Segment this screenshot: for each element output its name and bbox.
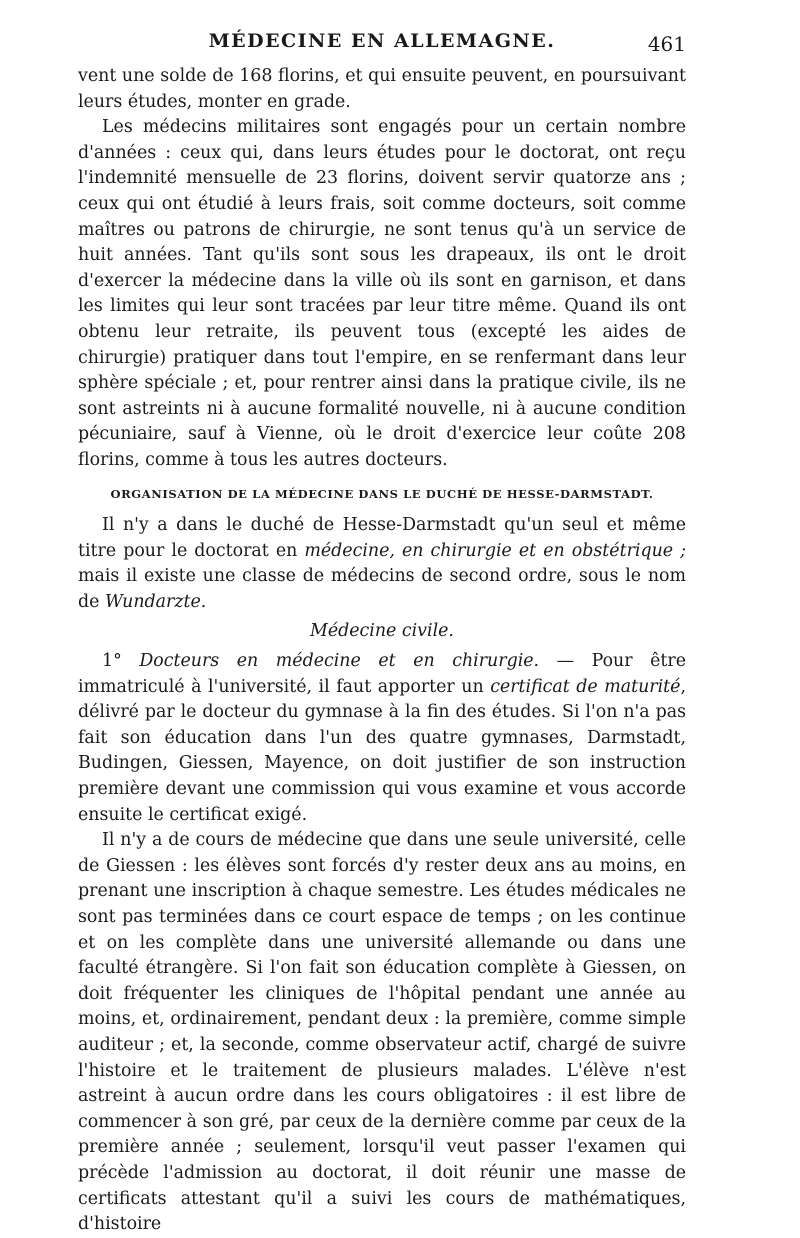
page-body	[78, 64, 686, 1238]
paragraph-continuation: vent une solde de 168 florins, et qui ensuite peuvent, en poursuivant leurs études, monter en grade.	[78, 66, 686, 112]
text-run: — Pour être immatriculé à l'université, il faut apporter un	[78, 651, 686, 697]
text-run: Il n'y a dans le duché de Hesse-Darmstadt qu'un seul et même titre pour le doctorat en	[78, 515, 686, 561]
page-header	[78, 30, 686, 64]
running-title: MÉDECINE EN ALLEMAGNE.	[208, 30, 556, 52]
sub-heading: Médecine civile.	[310, 621, 454, 642]
paragraph-military-doctors: Les médecins militaires sont engagés pour un certain nombre d'années : ceux qui, dans leurs études pour le doctorat, ont reçu l'indemnité mensuelle de 23 florins, doivent servir quatorze ans ; ceux qui ont étudié à leurs frais, soit comme docteurs, soit comme maîtres ou patrons de chirurgie, ne sont tenus qu'à un service de huit années. Tant qu'ils sont sous les drapeaux, ils ont le droit d'exercer la médecine dans la ville où ils sont en garnison, et dans les limites qui leur sont tracées par leur titre même. Quand ils ont obtenu leur retraite, ils peuvent tous (excepté les aides de chirurgie) pratiquer dans tout l'empire, en se renfermant dans leur sphère spéciale ; et, pour rentrer ainsi dans la pratique civile, ils ne sont astreints ni à aucune formalité nouvelle, ni à aucune condition pécuniaire, sauf à Vienne, où le droit d'exercice leur coûte 208 florins, comme à tous les autres docteurs.	[78, 117, 686, 470]
text-run: .	[200, 591, 207, 612]
paragraph-doctors	[78, 649, 686, 828]
italic-run: certificat de maturité	[490, 676, 681, 697]
italic-run: médecine, en chirurgie et en obstétrique ;	[304, 540, 686, 561]
paragraph-hesse-darmstadt	[78, 513, 686, 615]
text-run: , délivré par le docteur du gymnase à la fin des études. Si l'on n'a pas fait son éducation dans l'un des quatre gymnases, Darmstadt, Budingen, Giessen, Mayence, on doit justifier de son instruction première devant une commission qui vous examine et vous accorde ensuite le certificat exigé.	[78, 676, 686, 825]
italic-run: Docteurs en médecine et en chirurgie.	[139, 651, 540, 672]
paragraph-giessen: Il n'y a de cours de médecine que dans une seule université, celle de Giessen : les élèves sont forcés d'y rester deux ans au moins, en prenant une inscription à chaque semestre. Les études médicales ne sont pas terminées dans ce court espace de temps ; on les continue et on les complète dans une université allemande ou dans une faculté étrangère. Si l'on fait son éducation complète à Giessen, on doit fréquenter les cliniques de l'hôpital pendant une année au moins, et, ordinairement, pendant deux : la première, comme simple auditeur ; et, la seconde, comme observateur actif, chargé de suivre l'histoire et le traitement de plusieurs malades. L'élève n'est astreint à aucun ordre dans les cours obligatoires : il est libre de commencer à son gré, par ceux de la dernière comme par ceux de la première année ; seulement, lorsqu'il veut passer l'examen qui précède l'admission au doctorat, il doit réunir une masse de certificats attestant qu'il a suivi les cours de mathématiques, d'histoire	[78, 830, 686, 1235]
page-number: 461	[647, 32, 686, 56]
italic-run: Wundarzte	[104, 591, 201, 612]
book-page	[78, 30, 686, 1238]
text-run: 1°	[102, 651, 140, 672]
section-heading: ORGANISATION DE LA MÉDECINE DANS LE DUCHÉ DE HESSE-DARMSTADT.	[110, 486, 654, 501]
text-run: mais il existe une classe de médecins de second ordre, sous le nom de	[78, 566, 686, 612]
